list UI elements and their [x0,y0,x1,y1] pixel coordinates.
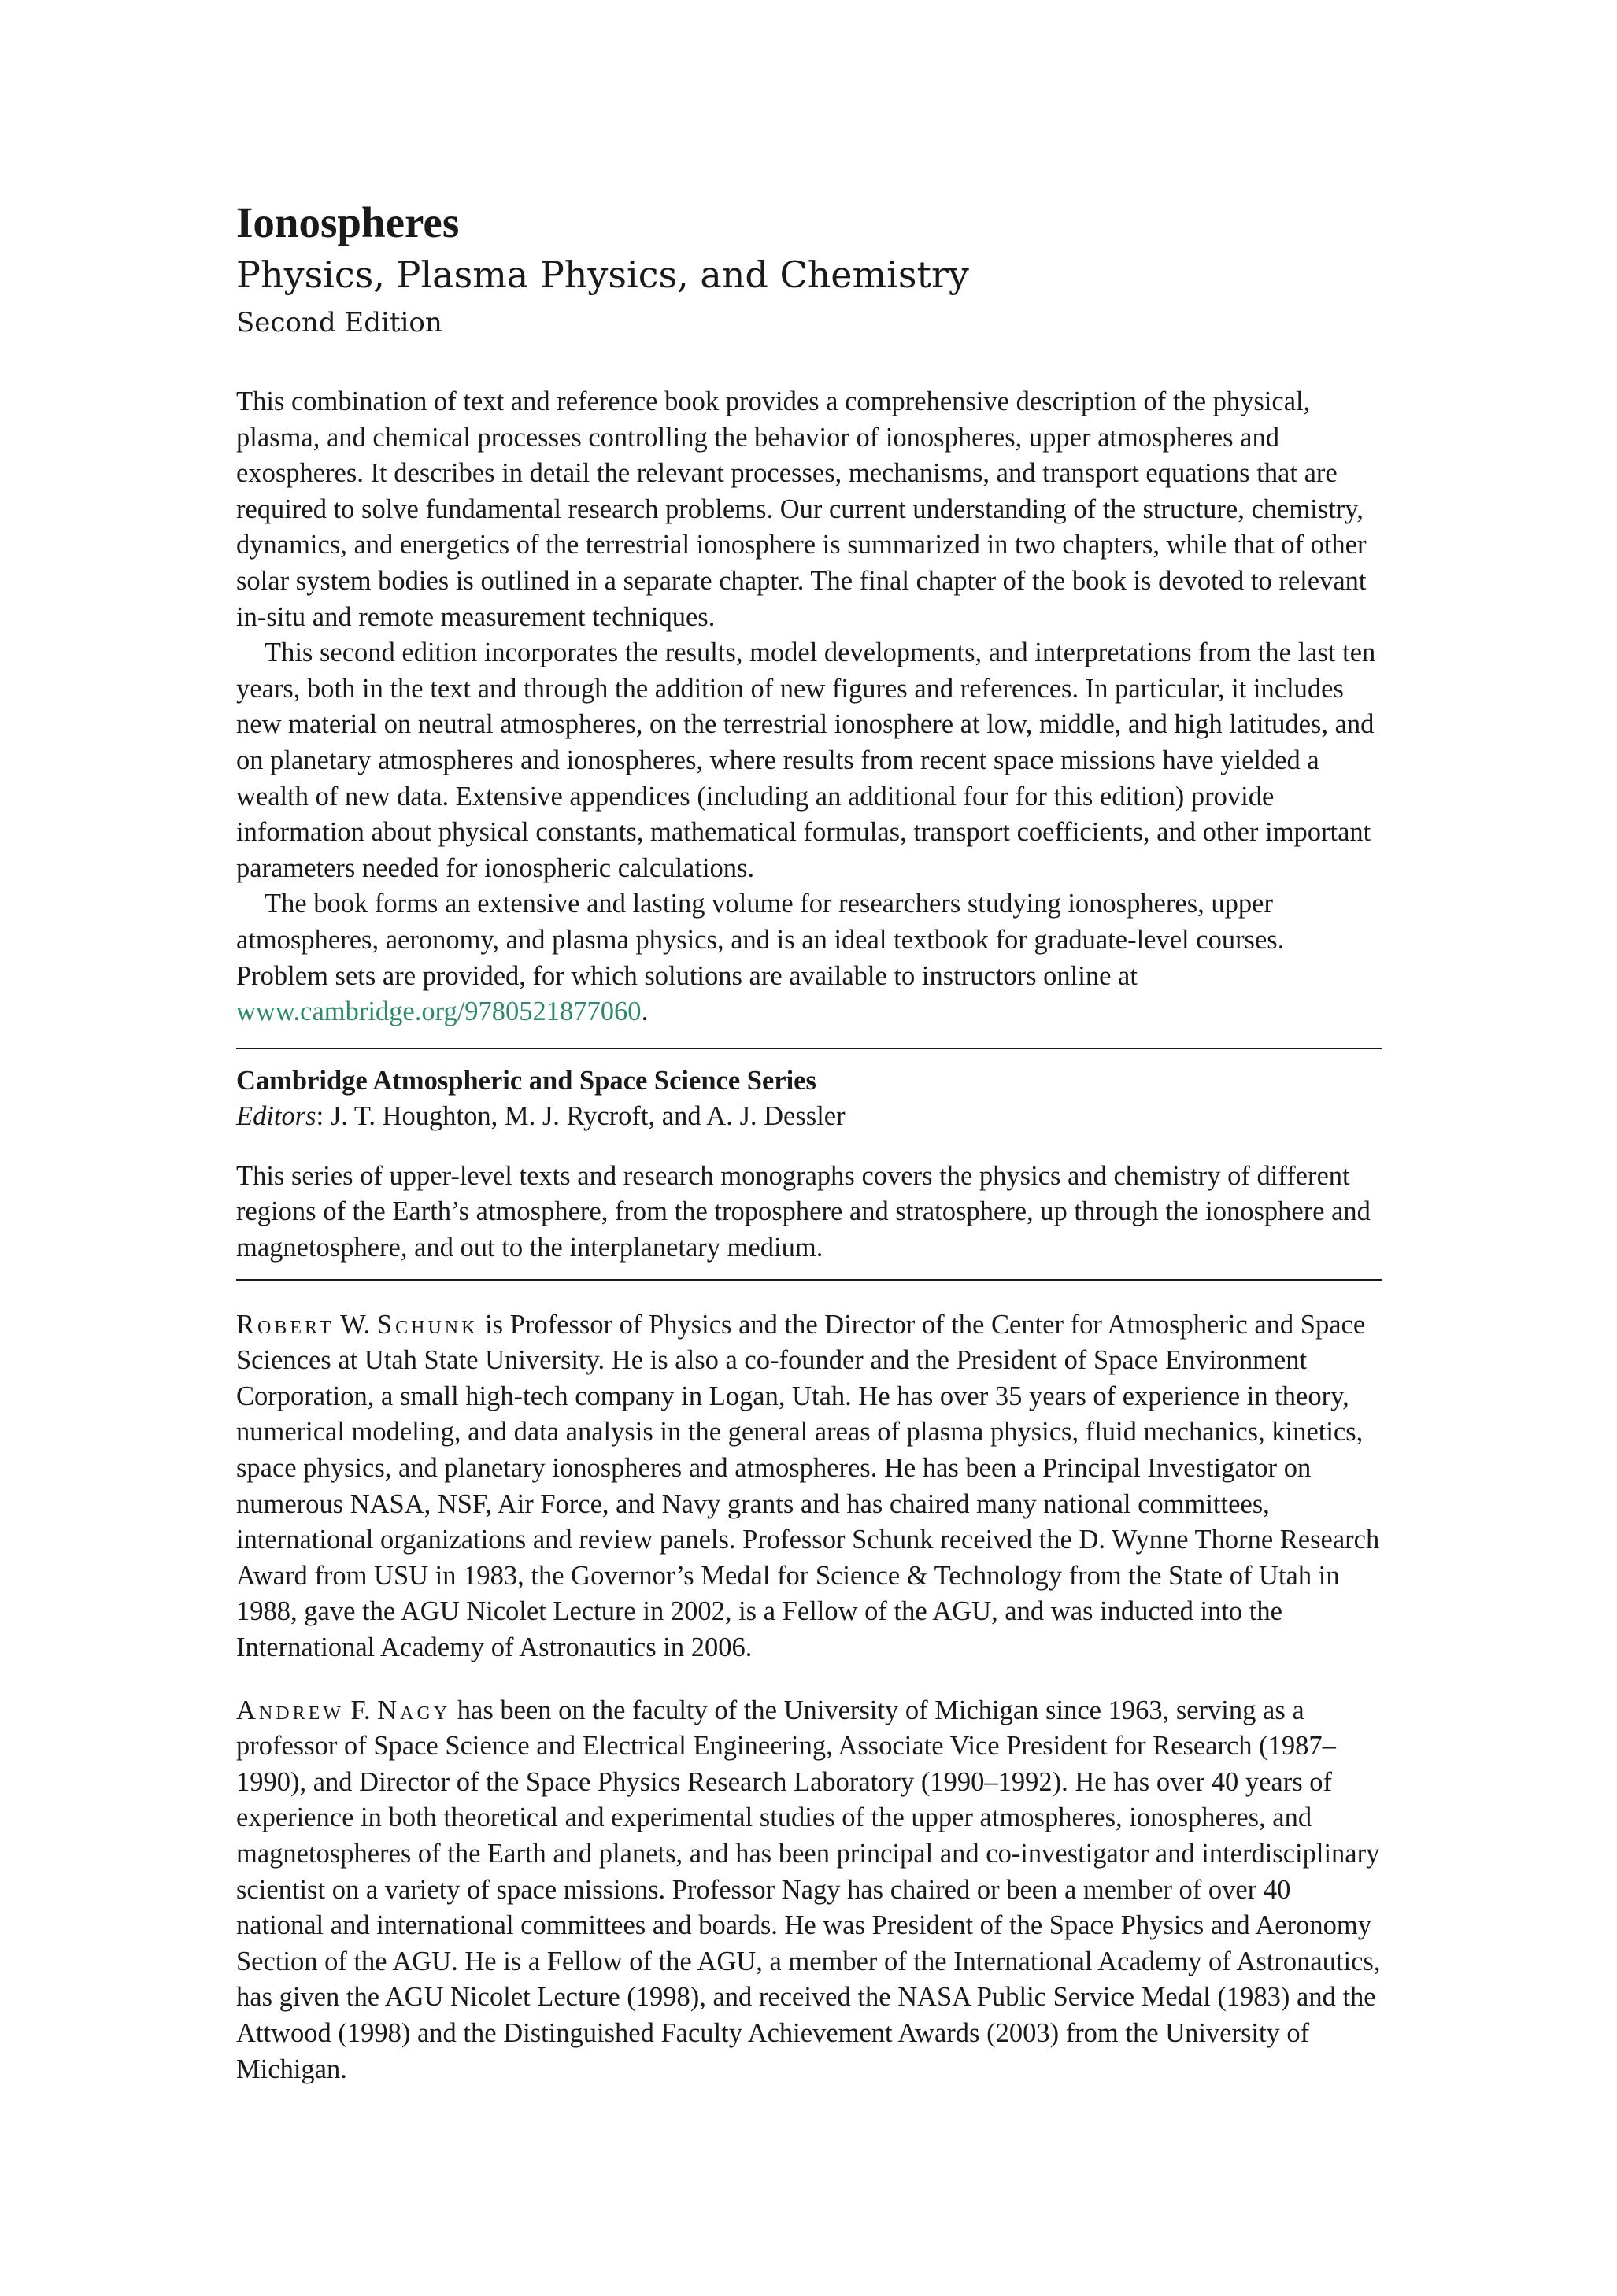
book-subtitle: Physics, Plasma Physics, and Chemistry [236,253,969,296]
description-paragraph-2: This second edition incorporates the results, model developments, and interpretations from the last ten years, both in the text and through the addition of new figures and references. In particular, it includes new material on neutral atmospheres, on the terrestrial ionosphere at low, middle, and high latitudes, and on planetary atmospheres and ionospheres, where results from recent space missions have yielded a wealth of new data. Extensive appendices (including an additional four for this edition) provide information about physical constants, mathematical formulas, transport coefficients, and other important parameters needed for ionospheric calculations. [236,638,1376,883]
book-edition: Second Edition [236,307,442,338]
author-last-name: Schunk [376,1309,479,1340]
series-name: Cambridge Atmospheric and Space Science Series [236,1065,816,1096]
author-first-name: Andrew [236,1695,344,1725]
author-last-name: Nagy [377,1695,451,1725]
author-bio-schunk [236,1307,1382,1666]
section-divider [236,1048,1382,1049]
description-paragraph-3-text: The book forms an extensive and lasting volume for researchers studying ionospheres, upper atmospheres, aeronomy, and plasma physics, and is an ideal textbook for graduate-level courses. Problem sets are provided, for which solutions are available to instructors online at [236,889,1285,991]
link-period: . [641,996,649,1027]
series-info [236,1063,1382,1266]
section-divider [236,1279,1382,1281]
editors-label: Editors [236,1101,316,1132]
author-initial: W. [340,1309,371,1340]
book-title: Ionospheres [236,198,460,246]
author-initial: F. [350,1695,371,1725]
author-first-name: Robert [236,1309,335,1340]
book-cover-page [236,197,1382,2087]
series-description: This series of upper-level texts and research monographs covers the physics and chemistry of different regions of the Earth’s atmosphere, from the troposphere and stratosphere, up through the ionosphere and magnetosphere, and out to the interplanetary medium. [236,1160,1371,1263]
description-paragraph-1: This combination of text and reference book provides a comprehensive description of the physical, plasma, and chemical processes controlling the behavior of ionospheres, upper atmospheres and exospheres. It describes in detail the relevant processes, mechanisms, and transport equations that are required to solve fundamental research problems. Our current understanding of the structure, chemistry, dynamics, and energetics of the terrestrial ionosphere is summarized in two chapters, while that of other solar system bodies is outlined in a separate chapter. The final chapter of the book is devoted to relevant in-situ and remote measurement techniques. [236,386,1367,632]
series-editors [236,1099,1382,1135]
solutions-link[interactable]: www.cambridge.org/9780521877060 [236,996,642,1027]
editors-separator: : [316,1101,331,1132]
book-description [236,384,1382,1030]
description-paragraph-3 [236,886,1382,1030]
author-bio-nagy [236,1693,1382,2088]
editors-names: J. T. Houghton, M. J. Rycroft, and A. J. Dessler [330,1101,846,1132]
author-bio-text: has been on the faculty of the University of Michigan since 1963, serving as a professor of Space Science and Electrical Engineering, Associate Vice President for Research (1987–1990), and Director of the Space Physics Research Laboratory (1990–1992). He has over 40 years of experience in both theoretical and experimental studies of the upper atmospheres, ionospheres, and magnetospheres of the Earth and planets, and has been principal and co-investigator and interdisciplinary scientist on a variety of space missions. Professor Nagy has chaired or been a member of over 40 national and international committees and boards. He was President of the Space Physics and Aeronomy Section of the AGU. He is a Fellow of the AGU, a member of the International Academy of Astronautics, has given the AGU Nicolet Lecture (1998), and received the NASA Public Service Medal (1983) and the Attwood (1998) and the Distinguished Faculty Achievement Awards (2003) from the University of Michigan. [236,1695,1381,2084]
author-bio-text: is Professor of Physics and the Director of the Center for Atmospheric and Space Sciences at Utah State University. He is also a co-founder and the President of Space Environment Corporation, a small high-tech company in Logan, Utah. He has over 35 years of experience in theory, numerical modeling, and data analysis in the general areas of plasma physics, fluid mechanics, kinetics, space physics, and planetary ionospheres and atmospheres. He has been a Principal Investigator on numerous NASA, NSF, Air Force, and Navy grants and has chaired many national committees, international organizations and review panels. Professor Schunk received the D. Wynne Thorne Research Award from USU in 1983, the Governor’s Medal for Science & Technology from the State of Utah in 1988, gave the AGU Nicolet Lecture in 2002, is a Fellow of the AGU, and was inducted into the International Academy of Astronautics in 2006. [236,1309,1380,1662]
